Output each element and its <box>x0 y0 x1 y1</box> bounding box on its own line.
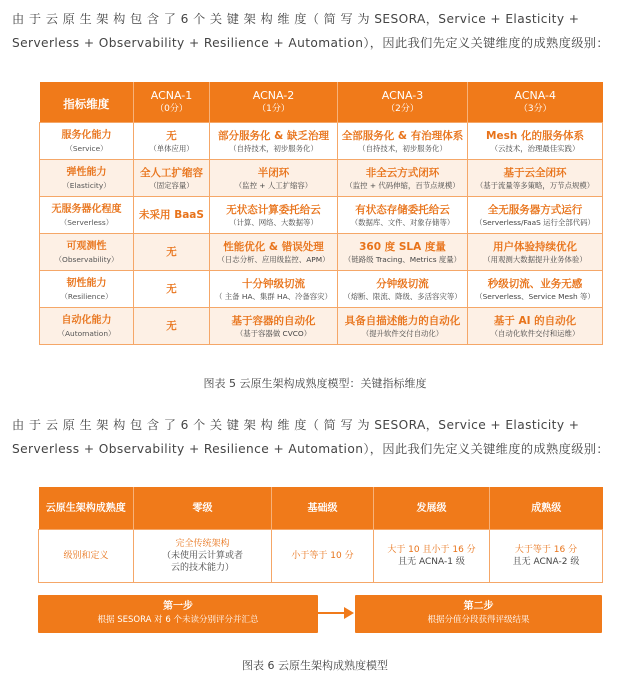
level-detail: （固定容量） <box>149 180 194 190</box>
table-row <box>40 271 603 308</box>
level-title: 十分钟级切流 <box>242 277 305 290</box>
level-cell <box>338 308 468 345</box>
level-cell <box>338 123 468 160</box>
level-cell <box>468 234 603 271</box>
level-cell <box>134 308 210 345</box>
level-detail: （熔断、限流、降级、多活容灾等） <box>343 291 462 301</box>
dimension-cell <box>40 123 134 160</box>
level-title: 无 <box>166 320 177 332</box>
dimension-name: 自动化能力 <box>61 314 112 326</box>
dimension-cell <box>40 234 134 271</box>
header-acna-2: ACNA-2 （1分） <box>210 82 338 123</box>
dimension-english: （Serverless） <box>59 217 114 227</box>
level-detail: （基于容器做 CVCO） <box>235 328 312 338</box>
level-title: 具备自描述能力的自动化 <box>344 314 461 327</box>
level-title: 秒级切流、业务无感 <box>487 277 583 290</box>
figure-caption-5: 图表 5 云原生架构成熟度模型：关键指标维度 <box>203 377 427 390</box>
header-maturity: 云原生架构成熟度 <box>39 487 134 530</box>
level-detail: （单体应用） <box>149 143 194 153</box>
level-detail: （计算、网络、大数据等） <box>229 217 318 227</box>
table-row <box>40 308 603 345</box>
dimension-english: （Observability） <box>54 254 119 264</box>
level-cell <box>338 160 468 197</box>
level-title: 基于 AI 的自动化 <box>493 314 577 327</box>
level-detail: （ 主备 HA、集群 HA、冷备容灾） <box>215 291 332 301</box>
header-dimension: 指标维度 <box>40 82 134 123</box>
level-cell <box>134 160 210 197</box>
level-detail: （链路级 Tracing、Metrics 度量） <box>343 254 462 264</box>
level-cell <box>468 197 603 234</box>
level-cell <box>210 271 338 308</box>
level-cell <box>210 123 338 160</box>
level-detail: （自动化软件交付和运维） <box>490 328 580 338</box>
level-title: 全人工扩缩容 <box>140 166 203 179</box>
level-detail: （用观测大数据提升业务体验） <box>483 254 587 264</box>
dimension-cell <box>40 197 134 234</box>
dimension-english: （Elasticity） <box>62 180 111 190</box>
level-developing-definition: 大于 10 且小于 16 分 且无 ACNA-1 级 <box>374 530 490 583</box>
level-detail: （监控 + 人工扩缩容） <box>234 180 313 190</box>
level-mature-definition: 大于等于 16 分 且无 ACNA-2 级 <box>490 530 603 583</box>
level-detail: （Serverless、Service Mesh 等） <box>475 291 595 301</box>
dimension-cell <box>40 271 134 308</box>
level-title: 用户体验持续优化 <box>493 240 577 253</box>
intro-paragraph-1: 由 于 云 原 生 架 构 包 含 了 6 个 关 键 架 构 维 度（ 简 写 为 SESORA，Service + Elasticity + Serverless + Observability + Resilience + Automation），因此我们先定义关键维度的成熟度级别： <box>12 12 609 50</box>
table-row <box>40 123 603 160</box>
step-one-description: 根据 SESORA 对 6 个未读分别评分并汇总 <box>97 615 259 625</box>
level-title: 基于容器的自动化 <box>231 314 316 327</box>
dimension-name: 无服务器化程度 <box>51 203 122 215</box>
level-cell <box>468 271 603 308</box>
level-detail: （自持技术，初步服务化） <box>229 143 318 153</box>
level-detail: （日志分析、应用级监控、APM） <box>217 254 330 264</box>
level-cell <box>134 234 210 271</box>
level-title: 半闭环 <box>257 166 290 179</box>
header-acna-3: ACNA-3 （2分） <box>338 82 468 123</box>
level-cell <box>338 271 468 308</box>
level-title: 无状态计算委托给云 <box>226 203 321 216</box>
level-title: 无 <box>166 129 177 142</box>
level-cell <box>338 197 468 234</box>
maturity-indicator-table <box>39 82 603 345</box>
table-header-row <box>39 487 603 530</box>
level-detail: （基于流量等多策略，万节点规模） <box>475 180 595 190</box>
dimension-english: （Resilience） <box>60 291 113 301</box>
level-cell <box>468 123 603 160</box>
level-cell <box>468 160 603 197</box>
row-label: 级别和定义 <box>39 530 134 583</box>
level-title: Mesh 化的服务体系 <box>486 129 584 142</box>
step-one-box <box>38 595 318 633</box>
level-title: 非全云方式闭环 <box>365 166 440 179</box>
dimension-cell <box>40 160 134 197</box>
level-detail: （监控 + 代码伸缩，百节点规模） <box>345 180 460 190</box>
level-cell <box>210 234 338 271</box>
header-level-basic: 基础级 <box>272 487 374 530</box>
level-title: 基于云全闭环 <box>503 166 567 179</box>
table-header-row <box>40 82 603 123</box>
header-acna-4: ACNA-4 （3分） <box>468 82 603 123</box>
level-detail: （自持技术，初步服务化） <box>358 143 447 153</box>
level-title: 未采用 BaaS <box>139 209 204 221</box>
level-title: 无 <box>166 246 177 258</box>
level-title: 部分服务化 & 缺乏治理 <box>218 129 329 142</box>
level-cell <box>338 234 468 271</box>
header-level-mature: 成熟级 <box>490 487 603 530</box>
level-cell <box>468 308 603 345</box>
dimension-cell <box>40 308 134 345</box>
header-level-developing: 发展级 <box>374 487 490 530</box>
level-title: 有状态存储委托给云 <box>355 203 450 216</box>
table-row <box>39 530 603 583</box>
level-detail: （云技术，治理最佳实践） <box>490 143 580 153</box>
dimension-english: （Automation） <box>57 328 116 338</box>
step-two-description: 根据分值分段获得评级结果 <box>427 615 530 625</box>
step-two-box <box>355 595 602 633</box>
arrow-right-icon <box>344 607 354 619</box>
dimension-english: （Service） <box>65 143 108 153</box>
level-cell <box>210 197 338 234</box>
figure-caption-6: 图表 6 云原生架构成熟度模型 <box>242 659 388 672</box>
level-cell <box>134 197 210 234</box>
table-row <box>40 160 603 197</box>
level-zero-definition: 完全传统架构 （未使用云计算或者 云的技术能力） <box>134 530 272 583</box>
table-row <box>40 234 603 271</box>
level-title: 无 <box>166 283 177 295</box>
level-title: 性能优化 & 错误处理 <box>223 240 324 253</box>
level-basic-definition: 小于等于 10 分 <box>272 530 374 583</box>
intro-paragraph-2: 由 于 云 原 生 架 构 包 含 了 6 个 关 键 架 构 维 度（ 简 写 为 SESORA，Service + Elasticity + Serverless + Observability + Resilience + Automation），因此我们先定义关键维度的成熟度级别： <box>12 418 609 456</box>
level-cell <box>210 160 338 197</box>
dimension-name: 弹性能力 <box>66 166 107 178</box>
table-row <box>40 197 603 234</box>
level-detail: （提升软件交付自动化） <box>361 328 444 338</box>
level-detail: （Serverless/FaaS 运行全部代码） <box>475 217 595 227</box>
level-title: 全无服务器方式运行 <box>487 203 583 216</box>
step-one-title: 第一步 <box>163 601 193 612</box>
level-title: 360 度 SLA 度量 <box>359 240 446 253</box>
dimension-name: 可观测性 <box>66 240 107 252</box>
maturity-level-table <box>38 487 603 583</box>
level-cell <box>210 308 338 345</box>
step-two-title: 第二步 <box>463 601 494 612</box>
dimension-name: 服务化能力 <box>61 129 112 141</box>
level-detail: （数据库、文件、对象存储等） <box>350 217 455 227</box>
level-title: 分钟级切流 <box>376 277 429 290</box>
level-cell <box>134 123 210 160</box>
dimension-name: 韧性能力 <box>66 277 107 289</box>
level-cell <box>134 271 210 308</box>
level-title: 全部服务化 & 有治理体系 <box>341 129 464 142</box>
header-level-zero: 零级 <box>134 487 272 530</box>
header-acna-1: ACNA-1 （0分） <box>134 82 210 123</box>
